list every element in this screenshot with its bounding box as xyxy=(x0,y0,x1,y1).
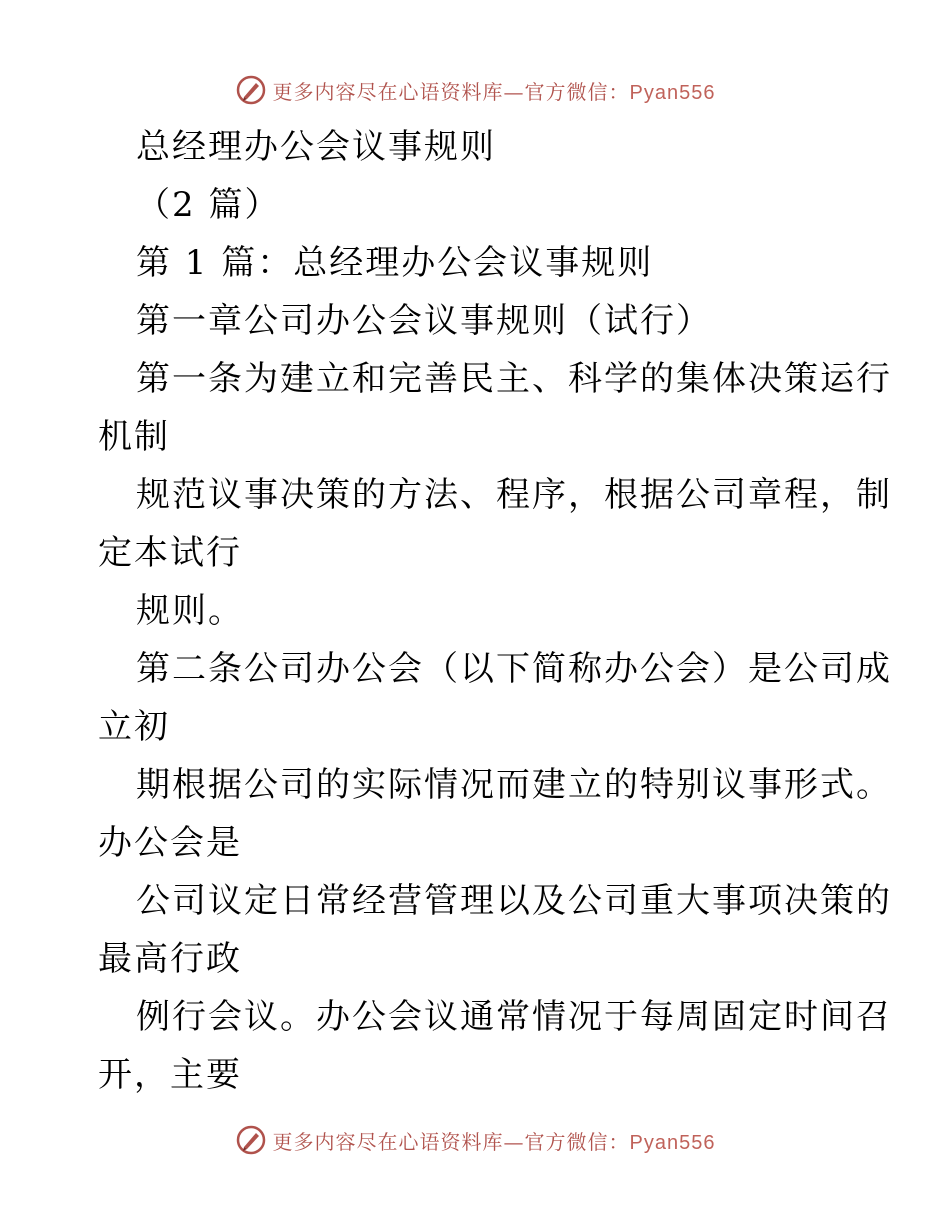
pen-logo-icon xyxy=(235,1124,267,1156)
paragraph-line: 开，主要 xyxy=(98,1055,242,1095)
pen-logo-icon xyxy=(235,74,267,106)
paragraph-line: 规范议事决策的方法、程序，根据公司章程，制 xyxy=(136,475,892,515)
footer-banner xyxy=(0,1120,950,1160)
paragraph-line: 例行会议。办公会议通常情况于每周固定时间召 xyxy=(136,997,892,1037)
doc-title: 总经理办公会议事规则 xyxy=(136,127,496,167)
chapter-heading: 第一章公司办公会议事规则（试行） xyxy=(136,301,712,341)
header-banner-text: 更多内容尽在心语资料库—官方微信： xyxy=(272,79,630,104)
paragraph-line: 期根据公司的实际情况而建立的特别议事形式。 xyxy=(136,765,892,805)
paragraph-line: 机制 xyxy=(98,417,170,457)
paragraph-line: 办公会是 xyxy=(98,823,242,863)
paragraph-line: 最高行政 xyxy=(98,939,242,979)
header-banner xyxy=(0,70,950,110)
paragraph-line: 立初 xyxy=(98,707,170,747)
paragraph-line: 第一条为建立和完善民主、科学的集体决策运行 xyxy=(136,359,892,399)
footer-banner-text: 更多内容尽在心语资料库—官方微信： xyxy=(272,1129,630,1154)
footer-wechat-id: Pyan556 xyxy=(629,1131,716,1154)
paragraph-line: 定本试行 xyxy=(98,533,242,573)
paragraph-line: 规则。 xyxy=(136,591,244,631)
document-body xyxy=(98,118,892,1104)
paragraph-line: 第二条公司办公会（以下简称办公会）是公司成 xyxy=(136,649,892,689)
paragraph-line: 公司议定日常经营管理以及公司重大事项决策的 xyxy=(136,881,892,921)
header-wechat-id: Pyan556 xyxy=(629,81,716,104)
doc-subtitle: （2 篇） xyxy=(136,185,281,225)
section-heading: 第 1 篇：总经理办公会议事规则 xyxy=(136,243,654,283)
